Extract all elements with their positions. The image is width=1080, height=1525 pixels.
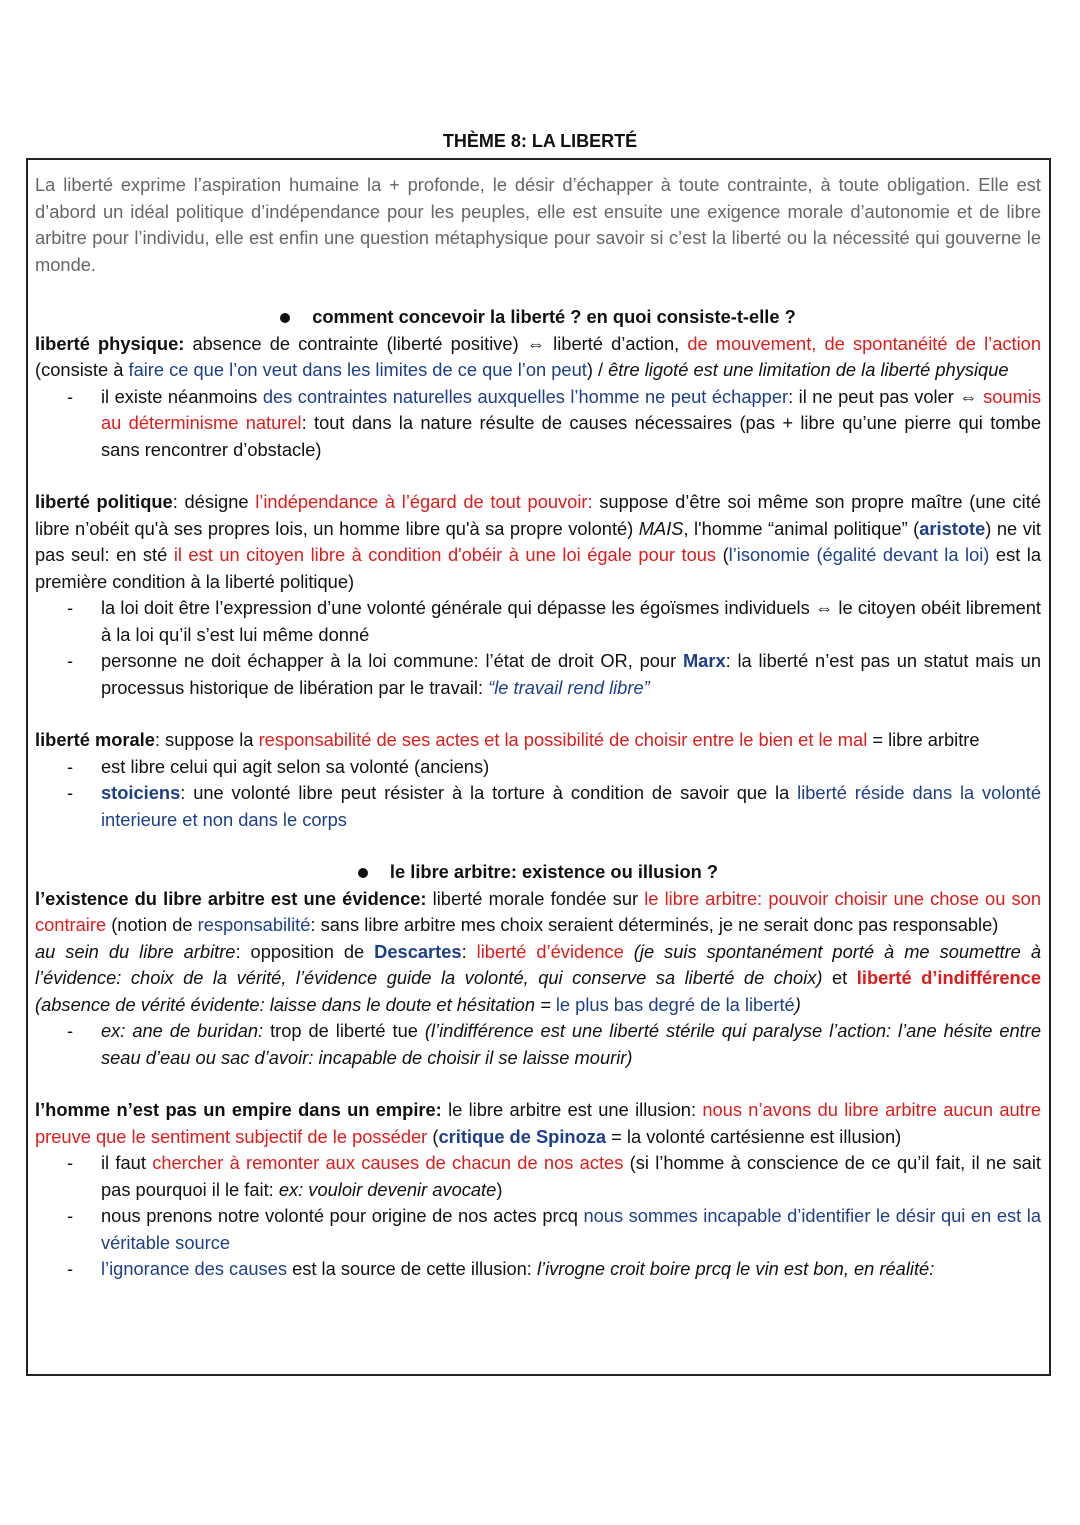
paragraph-existence-libre-arbitre: l’existence du libre arbitre est une évidence: liberté morale fondée sur le libre arbitre: pouvoir choisir une chose ou son contraire (notion de responsabilité: sans libre arbitre mes choix seraient déterminés, je ne serait donc pas responsable) <box>35 887 1041 935</box>
list-item: - ex: ane de buridan: trop de liberté tue (l’indifférence est une liberté stérile qui paralyse l’action: l’ane hésite entre seau d’eau ou sac d’avoir: incapable de choisir il se laisse mourir) <box>67 1020 1042 1068</box>
list-item: - la loi doit être l’expression d’une volonté générale qui dépasse les égoïsmes individuels ⇔ le citoyen obéit librement à la loi qu’il s’est lui même donné <box>67 597 1041 645</box>
paragraph-liberte-morale: liberté morale: suppose la responsabilité de ses actes et la possibilité de choisir entre le bien et le mal = libre arbitre <box>35 729 980 750</box>
list-item: - personne ne doit échapper à la loi commune: l’état de droit OR, pour Marx: la liberté n’est pas un statut mais un processus historique de libération par le travail: “le travail rend libre” <box>67 650 1041 698</box>
paragraph-spinoza: l’homme n’est pas un empire dans un empire: le libre arbitre est une illusion: nous n’avons du libre arbitre aucun autre preuve que le sentiment subjectif de le posséder (critique de Spinoza = la volonté cartésienne est illusion) <box>35 1099 1041 1147</box>
list-descartes <box>35 1018 1041 1071</box>
list-item: - l’ignorance des causes est la source de cette illusion: l’ivrogne croit boire prcq le vin est bon, en réalité: <box>67 1258 935 1279</box>
bullet-icon <box>358 868 368 878</box>
list-physique <box>35 384 1041 464</box>
list-item: - stoiciens: une volonté libre peut résister à la torture à condition de savoir que la liberté réside dans la volonté interieure et non dans le corps <box>67 782 1041 830</box>
document-body <box>35 172 1041 1283</box>
list-item: - est libre celui qui agit selon sa volonté (anciens) <box>67 755 490 777</box>
paragraph-descartes: au sein du libre arbitre: opposition de Descartes: liberté d’évidence (je suis spontanément porté à me soumettre à l’évidence: choix de la vérité, l’évidence guide la volonté, qui conserve sa liberté de choix) et liberté d’indifférence (absence de vérité évidente: laisse dans le doute et hésitation = le plus bas degré de la liberté) <box>35 940 1042 1015</box>
list-item: - nous prenons notre volonté pour origine de nos actes prcq nous sommes incapable d’identifier le désir qui en est la véritable source <box>67 1205 1041 1253</box>
page-title: THÈME 8: LA LIBERTÉ <box>442 131 638 151</box>
list-morale <box>35 754 1041 834</box>
paragraph-liberte-politique: liberté politique: désigne l’indépendance à l’égard de tout pouvoir: suppose d’être soi même son propre maître (une cité libre n’obéit qu'à ses propres lois, un homme libre qu'à sa propre volonté) MAIS, l'homme “animal politique” (aristote) ne vit pas seul: en sté il est un citoyen libre à condition d'obéir à une loi égale pour tous (l’isonomie (égalité devant la loi) est la première condition à la liberté politique) <box>35 491 1042 592</box>
list-item: - il existe néanmoins des contraintes naturelles auxquelles l’homme ne peut échapper: il ne peut pas voler ⇔ soumis au déterminisme naturel: tout dans la nature résulte de causes nécessaires (pas + libre qu’une pierre qui tombe sans rencontrer d’obstacle) <box>67 385 1042 460</box>
paragraph-liberte-physique: liberté physique: absence de contrainte (liberté positive) ⇔ liberté d’action, de mouvement, de spontanéité de l’action (consiste à faire ce que l’on veut dans les limites de ce que l’on peut) / être ligoté est une limitation de la liberté physique <box>35 332 1041 380</box>
list-politique <box>35 595 1041 701</box>
list-item: - il faut chercher à remonter aux causes de chacun de nos actes (si l’homme à conscience de ce qu’il fait, il ne sait pas pourquoi il le fait: ex: vouloir devenir avocate) <box>67 1152 1041 1200</box>
intro-paragraph: La liberté exprime l’aspiration humaine la + profonde, le désir d’échapper à toute contrainte, à toute obligation. Elle est d’abord un idéal politique d’indépendance pour les peuples, elle est ensuite une exigence morale d’autonomie et de libre arbitre pour l’individu, elle est enfin une question métaphysique pour savoir si c’est la liberté ou la nécessité qui gouverne le monde. <box>35 174 1041 275</box>
section-heading-1: comment concevoir la liberté ? en quoi consiste-t-elle ? <box>35 304 1041 331</box>
bullet-icon <box>280 313 290 323</box>
section-heading-2: le libre arbitre: existence ou illusion ? <box>35 859 1041 886</box>
list-spinoza <box>35 1150 1041 1283</box>
